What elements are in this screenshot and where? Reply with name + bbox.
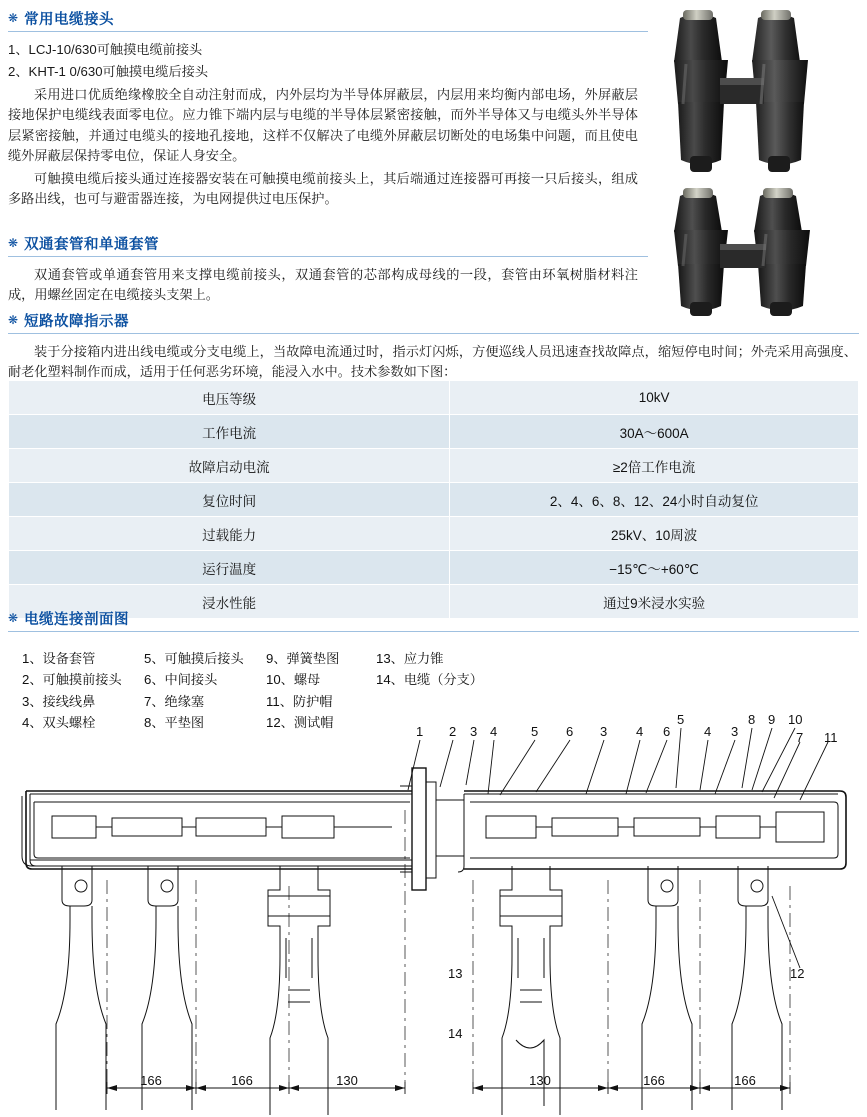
callout-3b: 3 bbox=[600, 724, 608, 739]
table-row bbox=[9, 449, 859, 483]
paragraph: 可触摸电缆后接头通过连接器安装在可触摸电缆前接头上，其后端通过连接器可再接一只后接头，组成多路出线，也可与避雷器连接，为电网提供过电压保护。 bbox=[8, 170, 638, 207]
table-row bbox=[9, 483, 859, 517]
legend-item: 9、弹簧垫图 bbox=[266, 651, 340, 666]
callout-14: 14 bbox=[448, 1026, 463, 1041]
section-heading bbox=[8, 233, 648, 257]
callout-6: 6 bbox=[566, 724, 574, 739]
table-cell-key: 故障启动电流 bbox=[9, 449, 450, 483]
gear-icon: ❋ bbox=[8, 312, 19, 327]
callout-11: 11 bbox=[824, 730, 838, 745]
section-bushings bbox=[8, 233, 648, 308]
product-photo-rear-joint bbox=[650, 180, 862, 318]
table-cell-key: 浸水性能 bbox=[9, 585, 450, 619]
legend-item: 8、平垫图 bbox=[144, 715, 205, 731]
callout-10: 10 bbox=[788, 712, 803, 727]
paragraph: 2、KHT-1 0/630可触摸电缆后接头 bbox=[8, 64, 209, 80]
legend-item: 14、电缆（分支） bbox=[376, 672, 483, 688]
dimension-130-a: 130 bbox=[336, 1073, 358, 1088]
legend-item: 4、双头螺栓 bbox=[22, 715, 96, 731]
paragraph: 采用进口优质绝缘橡胶全自动注射而成，内外层均为半导体屏蔽层，内层用来均衡内部电场，外屏蔽层接地保护电缆线表面零电位。应力锥下端内层与电缆的半导体层紧密接触，而外半导体又与电缆头外半导体层紧密接触，并通过电缆头的接地孔接地，这样不仅解决了电缆外屏蔽层切断处的电场集中问题，而且使电缆外屏蔽层保持零电位，保证人身安全。 bbox=[8, 86, 638, 164]
callout-4c: 4 bbox=[704, 724, 712, 739]
section-body bbox=[8, 40, 638, 210]
dimension-166-a: 166 bbox=[140, 1073, 162, 1088]
callout-2: 2 bbox=[449, 724, 457, 739]
dimension-166-d: 166 bbox=[734, 1073, 756, 1088]
paragraph: 装于分接箱内进出线电缆或分支电缆上，当故障电流通过时，指示灯闪烁，方便巡线人员迅速查找故障点，缩短停电时间；外壳采用高强度、耐老化塑料制作而成，适用于任何恶劣环境，能浸入水中。技术参数如下图： bbox=[8, 344, 857, 380]
callout-5b: 5 bbox=[677, 712, 685, 727]
dimension-166-b: 166 bbox=[231, 1073, 253, 1088]
table-cell-value: 2、4、6、8、12、24小时自动复位 bbox=[450, 483, 859, 517]
table-row bbox=[9, 415, 859, 449]
table-row bbox=[9, 381, 859, 415]
section-title: 短路故障指示器 bbox=[24, 314, 130, 330]
table-cell-value: ≥2倍工作电流 bbox=[450, 449, 859, 483]
table-cell-key: 运行温度 bbox=[9, 551, 450, 585]
legend-item: 6、中间接头 bbox=[144, 672, 218, 688]
section-cable-joints bbox=[8, 8, 648, 212]
gear-icon: ❋ bbox=[8, 235, 19, 250]
legend-item: 12、测试帽 bbox=[266, 715, 334, 731]
section-heading bbox=[8, 608, 859, 632]
legend-item: 10、螺母 bbox=[266, 672, 321, 688]
legend-item: 7、绝缘塞 bbox=[144, 693, 205, 709]
spec-table bbox=[8, 380, 859, 619]
table-cell-key: 过载能力 bbox=[9, 517, 450, 551]
product-photo-front-joint bbox=[650, 4, 862, 174]
paragraph: 1、LCJ-10/630可触摸电缆前接头 bbox=[8, 42, 203, 57]
section-body bbox=[8, 342, 857, 383]
callout-5: 5 bbox=[531, 724, 539, 739]
callout-12: 12 bbox=[790, 966, 805, 981]
callout-13: 13 bbox=[448, 966, 463, 981]
section-title: 电缆连接剖面图 bbox=[24, 612, 130, 628]
legend-item: 1、设备套管 bbox=[22, 651, 96, 666]
table-row bbox=[9, 517, 859, 551]
callout-4b: 4 bbox=[636, 724, 644, 739]
section-body bbox=[8, 265, 638, 306]
section-heading bbox=[8, 8, 648, 32]
table-cell-value: 25kV、10周波 bbox=[450, 517, 859, 551]
callout-4: 4 bbox=[490, 724, 498, 739]
gear-icon: ❋ bbox=[8, 610, 19, 625]
legend-item: 3、接线线鼻 bbox=[22, 693, 96, 709]
table-row bbox=[9, 551, 859, 585]
callout-3: 3 bbox=[470, 724, 478, 739]
cable-connection-section-drawing bbox=[0, 690, 867, 1115]
callout-6b: 6 bbox=[663, 724, 671, 739]
gear-icon: ❋ bbox=[8, 10, 19, 25]
section-cable-section-view bbox=[8, 608, 859, 632]
table-cell-value: −15℃～+60℃ bbox=[450, 551, 859, 585]
table-cell-key: 电压等级 bbox=[9, 381, 450, 415]
dimension-130-b: 130 bbox=[529, 1073, 551, 1088]
section-title: 常用电缆接头 bbox=[24, 12, 115, 28]
table-cell-value: 10kV bbox=[450, 381, 859, 415]
table-cell-key: 复位时间 bbox=[9, 483, 450, 517]
callout-1: 1 bbox=[416, 724, 424, 739]
table-cell-value: 30A～600A bbox=[450, 415, 859, 449]
legend-item: 2、可触摸前接头 bbox=[22, 672, 122, 688]
legend-item: 5、可触摸后接头 bbox=[144, 651, 244, 666]
table-cell-key: 工作电流 bbox=[9, 415, 450, 449]
section-fault-indicator bbox=[8, 310, 859, 385]
callout-8: 8 bbox=[748, 712, 756, 727]
section-title: 双通套管和单通套管 bbox=[24, 237, 160, 253]
table-cell-value: 通过9米浸水实验 bbox=[450, 585, 859, 619]
dimension-166-c: 166 bbox=[643, 1073, 665, 1088]
callout-3c: 3 bbox=[731, 724, 739, 739]
paragraph: 双通套管或单通套管用来支撑电缆前接头，双通套管的芯部构成母线的一段，套管由环氧树脂材料注成，用螺丝固定在电缆接头支架上。 bbox=[8, 267, 638, 303]
callout-7: 7 bbox=[796, 730, 804, 745]
legend-item: 13、应力锥 bbox=[376, 651, 444, 666]
legend-item: 11、防护帽 bbox=[266, 693, 333, 709]
callout-9: 9 bbox=[768, 712, 776, 727]
